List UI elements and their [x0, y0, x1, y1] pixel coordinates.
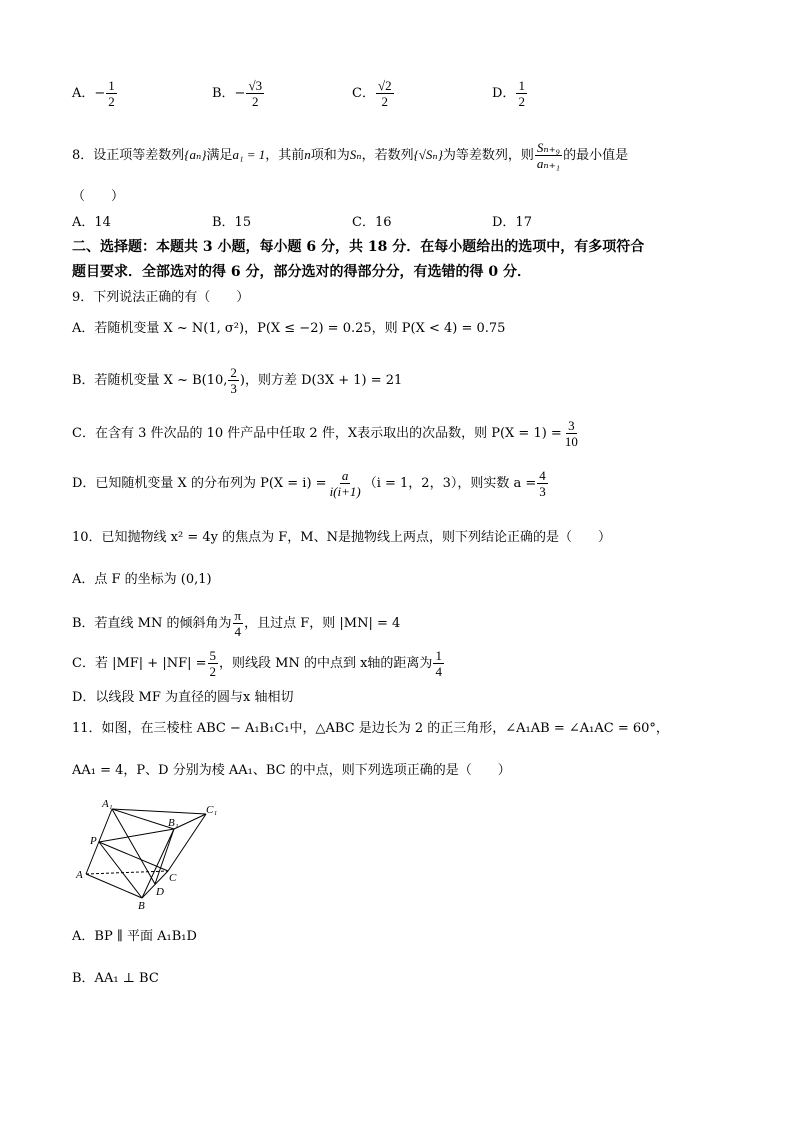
- q9-option-a[interactable]: A．若随机变量 X ~ N(1, σ²)，P(X ≤ −2) = 0.25，则 P(X < 4) = 0.75: [72, 321, 506, 336]
- q7-option-a[interactable]: [72, 78, 118, 109]
- q10-stem: 10．已知抛物线 x² = 4y 的焦点为 F，M、N是抛物线上两点，则下列结论正确的是（ ）: [72, 530, 611, 545]
- q9-option-d[interactable]: D．已知随机变量 X 的分布列为 P(X = i) = $\frac{a}{i(i+1)}$ （i = 1，2，3），则实数 a = $\frac{4}{3}$: [72, 468, 546, 499]
- edge-a-c: [86, 871, 168, 874]
- fraction: $\frac{√2}{2}$: [377, 78, 392, 109]
- label-c: C: [169, 872, 177, 884]
- segment-p-b1: [99, 829, 174, 842]
- fraction: $\frac{1}{2}$: [108, 78, 115, 109]
- fraction: $\frac{5}{2}$: [209, 648, 217, 679]
- q10-option-b[interactable]: B．若直线 MN 的倾斜角为 $\frac{\pi}{4}$ ，且过点 F，则 |MN| = 4: [72, 608, 401, 639]
- q8-stem: 8．设正项等差数列{aₙ}满足a₁ = 1，其前n项和为Sₙ，若数列{√Sₙ}为等差数列，则 $\frac{\text{Sₙ₊₉}}{\text{aₙ₊₁}}$ 的最小值是: [72, 140, 629, 171]
- prism-figure: [72, 796, 222, 911]
- q9-option-b[interactable]: B．若随机变量 X ~ B(10, $\frac{2}{3}$ )，则方差 D(3X + 1) = 21: [72, 365, 403, 396]
- q8-paren: （ ）: [72, 189, 125, 204]
- label-a1: A₁: [102, 798, 113, 810]
- label-c1: C₁: [206, 804, 218, 816]
- q9-option-c[interactable]: C．在含有 3 件次品的 10 件产品中任取 2 件，X表示取出的次品数，则 P(X = 1) = $\frac{3}{10}$: [72, 418, 578, 449]
- q8-option-b[interactable]: B．15: [212, 215, 252, 230]
- fraction: $\frac{a}{i(i+1)}$: [329, 468, 361, 499]
- fraction: $\frac{3}{10}$: [564, 418, 578, 449]
- q8-option-c[interactable]: C．16: [352, 215, 392, 230]
- fraction: $\frac{\pi}{4}$: [234, 608, 242, 639]
- fraction: $\frac{√3}{2}$: [248, 78, 263, 109]
- q10-option-a[interactable]: A．点 F 的坐标为 (0,1): [72, 572, 212, 587]
- q9-stem: 9．下列说法正确的有（ ）: [72, 290, 250, 305]
- q11-option-a[interactable]: A．BP ∥ 平面 A₁B₁D: [72, 929, 197, 944]
- option-label: B．−: [212, 86, 246, 101]
- edge-a-b: [86, 874, 142, 898]
- q11-option-b[interactable]: B．AA₁ ⊥ BC: [72, 971, 159, 986]
- label-d: D: [156, 886, 164, 898]
- q11-stem-line1: 11．如图，在三棱柱 ABC − A₁B₁C₁中，△ABC 是边长为 2 的正三角形，∠A₁AB = ∠A₁AC = 60°，: [72, 721, 669, 736]
- fraction: $\frac{2}{3}$: [230, 365, 237, 396]
- option-label: D．: [492, 86, 516, 101]
- q7-option-b[interactable]: [212, 78, 265, 109]
- q11-stem-line2: AA₁ = 4，P、D 分别为棱 AA₁、BC 的中点，则下列选项正确的是（ ）: [72, 763, 511, 778]
- q7-option-d[interactable]: [492, 78, 528, 109]
- option-label: A．−: [72, 86, 106, 101]
- q10-option-d[interactable]: D．以线段 MF 为直径的圆与x 轴相切: [72, 690, 294, 705]
- fraction: $\frac{1}{4}$: [435, 648, 442, 679]
- section-heading-cont: 题目要求．全部选对的得 6 分，部分选对的得部分分，有选错的得 0 分．: [72, 264, 531, 280]
- label-a: A: [76, 869, 83, 881]
- option-label: C．: [352, 86, 375, 101]
- q8-option-d[interactable]: D．17: [492, 215, 532, 230]
- q10-option-c[interactable]: C．若 |MF| + |NF| = $\frac{5}{2}$ ，则线段 MN 的中点到 x轴的距离为 $\frac{1}{4}$: [72, 648, 442, 679]
- q7-option-c[interactable]: [352, 78, 395, 109]
- label-b: B: [138, 900, 145, 911]
- fraction: $\frac{4}{3}$: [539, 468, 546, 499]
- label-p: P: [90, 835, 97, 847]
- label-b1: B₁: [168, 817, 179, 829]
- fraction: $\frac{\text{Sₙ₊₉}}{\text{aₙ₊₁}}$: [536, 140, 561, 171]
- q8-option-a[interactable]: A．14: [72, 215, 111, 230]
- edge-b-c: [142, 871, 168, 898]
- section-heading: 二、选择题：本题共 3 小题，每小题 6 分，共 18 分．在每小题给出的选项中，有多项符合: [72, 239, 645, 255]
- fraction: $\frac{1}{2}$: [518, 78, 525, 109]
